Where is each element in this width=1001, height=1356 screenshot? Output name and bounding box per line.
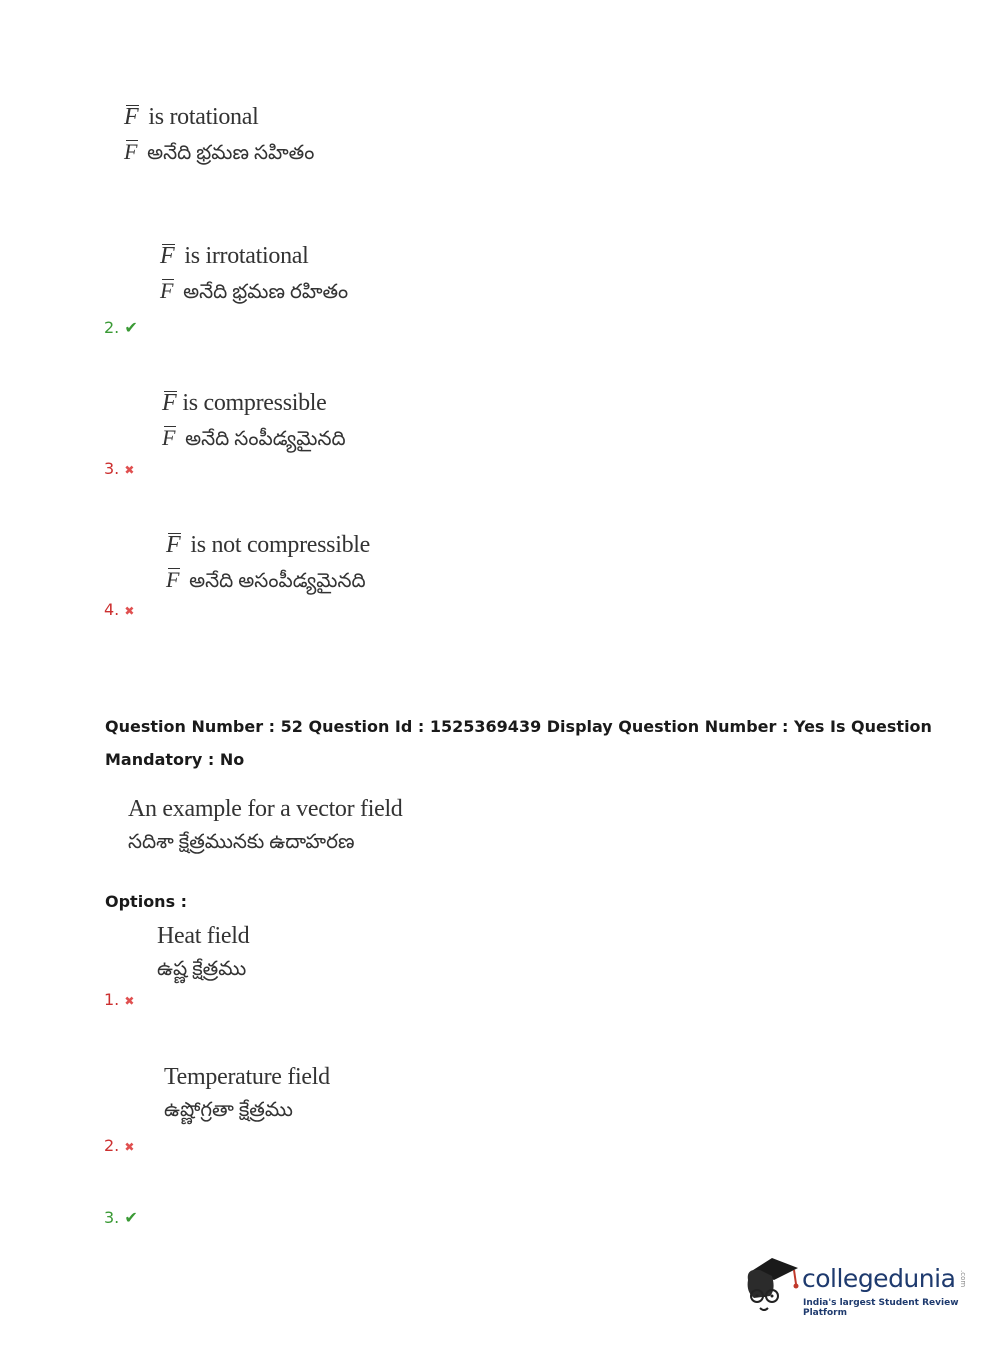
- mascot-icon: [742, 1250, 802, 1316]
- question-text: [128, 796, 403, 858]
- collegedunia-logo: [742, 1250, 972, 1320]
- logo-suffix: .com: [959, 1270, 967, 1288]
- vector-f-symbol: F: [162, 390, 177, 416]
- option-1-te-text: అనేది భ్రమణ సహితం: [147, 142, 315, 164]
- option-number-text: 2.: [104, 1136, 120, 1155]
- vector-f-symbol: F: [166, 567, 180, 592]
- logo-name: collegedunia: [802, 1264, 956, 1293]
- option-2-english: [160, 243, 348, 270]
- q52-option-1-number: [104, 990, 134, 1009]
- option-1-telugu: [124, 139, 314, 169]
- wrong-cross-icon: ✖: [124, 994, 135, 1008]
- option-1-english: [124, 104, 314, 131]
- option-4-number: [104, 600, 134, 619]
- option-1-en-text: is rotational: [148, 104, 259, 130]
- option-3-number: [104, 459, 134, 478]
- option-number-text: 2.: [104, 318, 120, 337]
- question-header-line-2: Mandatory : No: [105, 750, 245, 769]
- option-number-text: 1.: [104, 990, 120, 1009]
- q52-option-2-number: [104, 1136, 134, 1155]
- vector-f-symbol: F: [124, 104, 139, 130]
- question-text-english: An example for a vector field: [128, 796, 403, 822]
- vector-f-symbol: F: [162, 425, 176, 450]
- question-header-line-1: Question Number : 52 Question Id : 1525369439 Display Question Number : Yes Is Question: [105, 717, 932, 736]
- option-4-en-text: is not compressible: [190, 532, 370, 558]
- option-4-te-text: అనేది అసంపీడ్యమైనది: [189, 570, 366, 592]
- option-number-text: 3.: [104, 459, 120, 478]
- vector-f-symbol: F: [160, 243, 175, 269]
- option-3-telugu: [162, 425, 346, 455]
- options-label: Options :: [105, 892, 188, 911]
- option-4-english: [166, 532, 370, 559]
- option-3-te-text: అనేది సంపీడ్యమైనది: [185, 428, 346, 450]
- q52-option-2-telugu: ఉష్ణోగ్రతా క్షేత్రము: [164, 1099, 293, 1121]
- wrong-cross-icon: ✖: [124, 463, 135, 477]
- q52-option-1-english: Heat field: [157, 923, 250, 949]
- question-text-telugu: సదిశా క్షేత్రమునకు ఉదాహరణ: [128, 831, 355, 853]
- correct-check-icon: ✔: [124, 1208, 138, 1227]
- option-2-en-text: is irrotational: [184, 243, 309, 269]
- option-3-en-text: is compressible: [182, 390, 327, 416]
- option-number-text: 3.: [104, 1208, 120, 1227]
- q52-option-1-block: [157, 923, 249, 985]
- option-2-block: [160, 243, 348, 308]
- option-2-number: [104, 318, 138, 337]
- q52-option-3-number: [104, 1208, 138, 1227]
- logo-tagline: India's largest Student Review Platform: [803, 1298, 959, 1318]
- option-2-telugu: [160, 278, 348, 308]
- q52-option-2-english: Temperature field: [164, 1064, 330, 1090]
- option-3-english: [162, 390, 346, 417]
- option-1-block: [124, 104, 314, 169]
- vector-f-symbol: F: [160, 278, 174, 303]
- vector-f-symbol: F: [166, 532, 181, 558]
- q52-option-1-telugu: ఉష్ణ క్షేత్రము: [157, 958, 247, 980]
- option-4-block: [166, 532, 370, 597]
- option-2-te-text: అనేది భ్రమణ రహితం: [183, 281, 349, 303]
- option-4-telugu: [166, 567, 370, 597]
- wrong-cross-icon: ✖: [124, 604, 135, 618]
- question-header: [105, 717, 965, 769]
- option-3-block: [162, 390, 346, 455]
- vector-f-symbol: F: [124, 139, 138, 164]
- q52-option-2-block: [164, 1064, 330, 1126]
- option-number-text: 4.: [104, 600, 120, 619]
- correct-check-icon: ✔: [124, 318, 138, 337]
- wrong-cross-icon: ✖: [124, 1140, 135, 1154]
